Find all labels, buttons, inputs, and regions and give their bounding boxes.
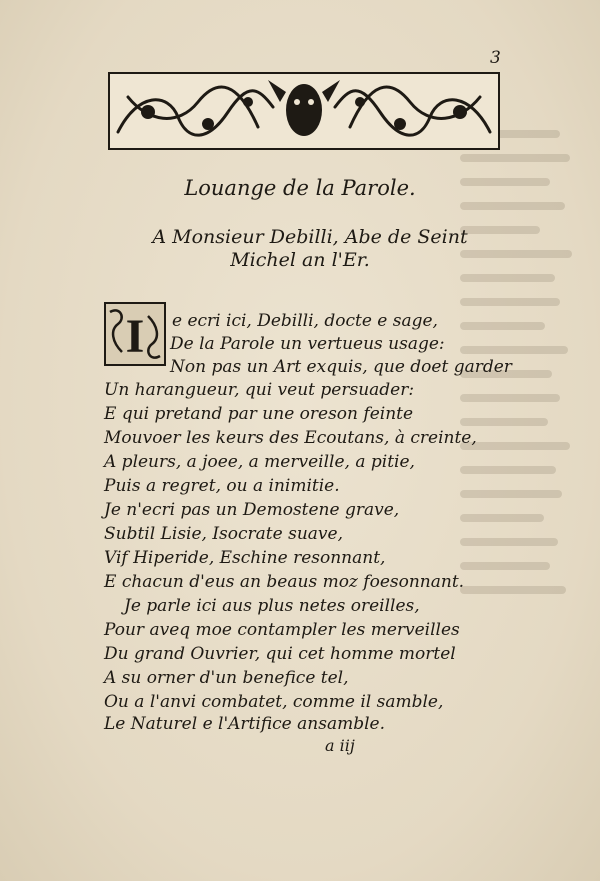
verse-line: Un harangueur, qui veut persuader:	[104, 380, 415, 400]
verse-line: Puis a regret, ou a inimitie.	[104, 476, 340, 496]
verse-line: Ou a l'anvi combatet, comme il samble,	[104, 692, 444, 712]
verse-line: A su orner d'un benefice tel,	[104, 668, 349, 688]
verse-line: E qui pretand par une oreson feinte	[104, 404, 414, 424]
verse-line: Du grand Ouvrier, qui cet homme mortel	[104, 644, 456, 664]
verse-line: Je parle ici aus plus netes oreilles,	[124, 596, 420, 616]
verse-line: E chacun d'eus an beaus moz foesonnant.	[104, 572, 465, 592]
show-through-text	[460, 130, 580, 690]
verse-line: Mouvoer les keurs des Ecoutans, à creinte,	[104, 428, 477, 448]
verse-line: Pour aveq moe contampler les merveilles	[104, 620, 460, 640]
initial-letter: I	[125, 310, 145, 363]
verse-line: De la Parole un vertueus usage:	[170, 334, 445, 354]
dedication-line-1: A Monsieur Debilli, Abe de Seint	[152, 226, 468, 248]
ornamental-headpiece	[108, 72, 500, 150]
dedication-line-2: Michel an l'Er.	[230, 249, 370, 271]
decorated-initial	[104, 302, 166, 366]
verse-line: A pleurs, a joee, a merveille, a pitie,	[104, 452, 415, 472]
verse-line: e ecri ici, Debilli, docte e sage,	[172, 311, 438, 331]
poem-title: Louange de la Parole.	[184, 176, 416, 200]
verse-line: Subtil Lisie, Isocrate suave,	[104, 524, 343, 544]
verse-line: Je n'ecri pas un Demostene grave,	[104, 500, 400, 520]
signature-mark: a iij	[325, 736, 355, 755]
page-number: 3	[490, 48, 501, 68]
verse-line: Vif Hiperide, Eschine resonnant,	[104, 548, 386, 568]
verse-line: Non pas un Art exquis, que doet garder	[170, 357, 512, 377]
verse-line: Le Naturel e l'Artifice ansamble.	[104, 714, 385, 734]
